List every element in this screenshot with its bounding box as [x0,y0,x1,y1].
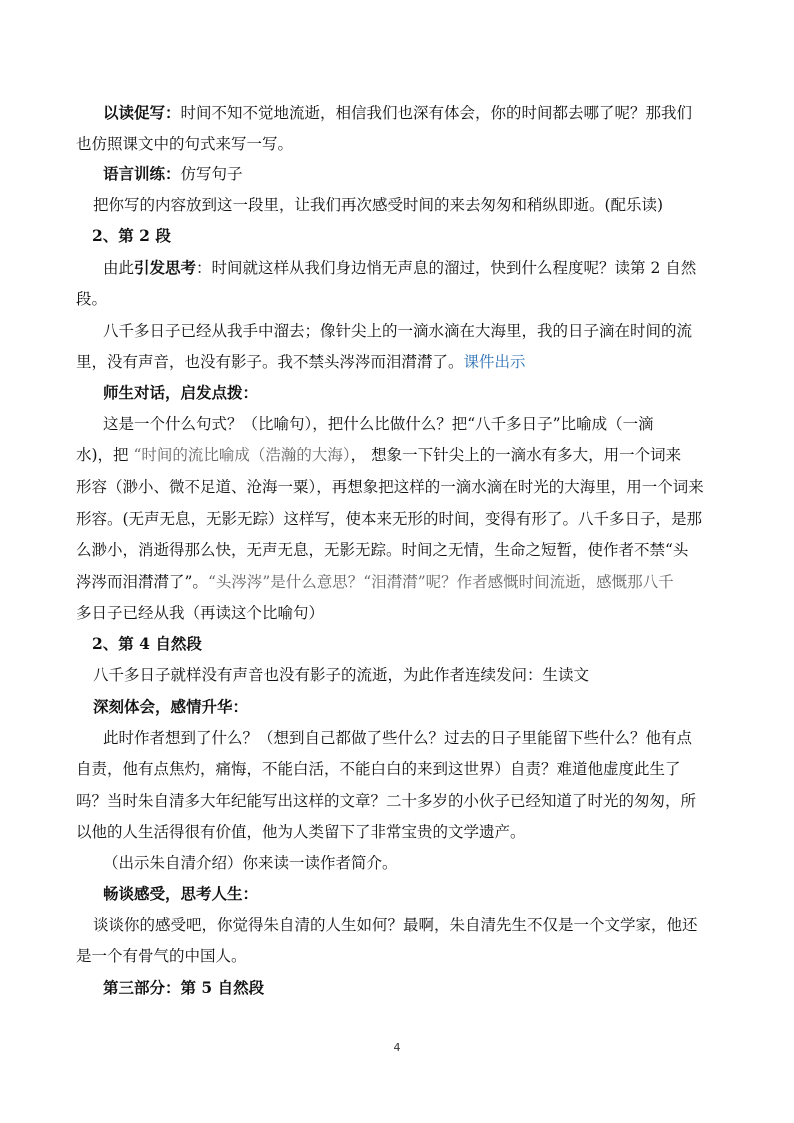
section-heading: 深刻体会，感情升华： [93,697,249,716]
paragraph-line: 此时作者想到了什么？（想到自己都做了些什么？过去的日子里能留下些什么？他有点 [103,729,693,747]
section-heading: 2、第 2 段 [92,226,171,245]
section-heading: 畅谈感受，思考人生： [103,884,259,903]
paragraph-line: 么渺小，消逝得那么快，无声无息，无影无踪。时间之无情，生命之短暂，使作者不禁“头 [76,541,689,559]
paragraph-line: 以他的人生活得很有价值，他为人类留下了非常宝贵的文学遗产。 [76,823,526,841]
paragraph-line: 段。 [76,290,108,308]
quoted-passage-line: 里，没有声音，也没有影子。我不禁头涔涔而泪潸潸了。课件出示 [76,353,526,371]
paragraph-line: 把你写的内容放到这一段里，让我们再次感受时间的来去匆匆和稍纵即逝。(配乐读) [93,196,664,214]
paragraph-line: 自责，他有点焦灼，痛悔，不能白活，不能白白的来到这世界）自责？难道他虚度此生了 [76,760,681,778]
paragraph-line: 谈谈你的感受吧，你觉得朱自清的人生如何？最啊，朱自清先生不仅是一个文学家，他还 [93,916,698,934]
paragraph-line: 多日子已经从我（再读这个比喻句） [76,604,325,622]
paragraph-line: 也仿照课文中的句式来写一写。 [76,135,294,153]
paragraph-line: 形容。(无声无息，无影无踪）这样写，使本来无形的时间，变得有形了。八千多日子，是那 [76,510,703,528]
paragraph-text: 时间不知不觉地流逝，相信我们也深有体会，你的时间都去哪了呢？那我们 [180,104,693,122]
section-heading: 2、第 4 自然段 [92,634,202,653]
courseware-link[interactable]: 课件出示 [463,353,526,371]
paragraph-thinking: 由此引发思考：时间就这样从我们身边悄无声息的溜过，快到什么程度呢？读第 2 自然 [103,258,697,277]
paragraph-line: 涔涔而泪潸潸了”。“头涔涔”是什么意思？“泪潸潸”呢？作者感慨时间流逝，感慨那八千 [76,573,674,591]
paragraph-line: 水)，把 “时间的流比喻成（浩瀚的大海）， 想象一下针尖上的一滴水有多大，用一个词来 [76,446,682,464]
page-number: 4 [393,1041,401,1054]
paragraph-line: 八千多日子就样没有声音也没有影子的流逝，为此作者连续发问：生读文 [93,666,590,684]
paragraph-line: 是一个有骨气的中国人。 [76,947,247,965]
paragraph-text: 仿写句子 [180,165,243,183]
paragraph-language-training [0,163,794,185]
quoted-passage-line: 八千多日子已经从我手中溜去；像针尖上的一滴水滴在大海里，我的日子滴在时间的流 [103,322,693,340]
paragraph-line: 形容（渺小、微不足道、沧海一粟），再想象把这样的一滴水滴在时光的大海里，用一个词来 [76,478,704,496]
section-heading: 语言训练： [103,164,181,183]
paragraph-writing-practice [0,102,794,124]
paragraph-line: 吗？当时朱自清多大年纪能写出这样的文章？二十多岁的小伙子已经知道了时光的匆匆，所 [76,792,697,810]
paragraph-line: （出示朱自清介绍）你来读一读作者简介。 [103,854,398,872]
section-heading: 师生对话，启发点拨： [103,383,259,402]
inline-emphasis: 引发思考 [134,258,197,277]
section-heading: 以读促写： [103,103,181,122]
paragraph-line: 这是一个什么句式？（比喻句），把什么比做什么？把“八千多日子”比喻成（一滴 [103,415,654,433]
section-heading: 第三部分：第 5 自然段 [103,978,265,997]
